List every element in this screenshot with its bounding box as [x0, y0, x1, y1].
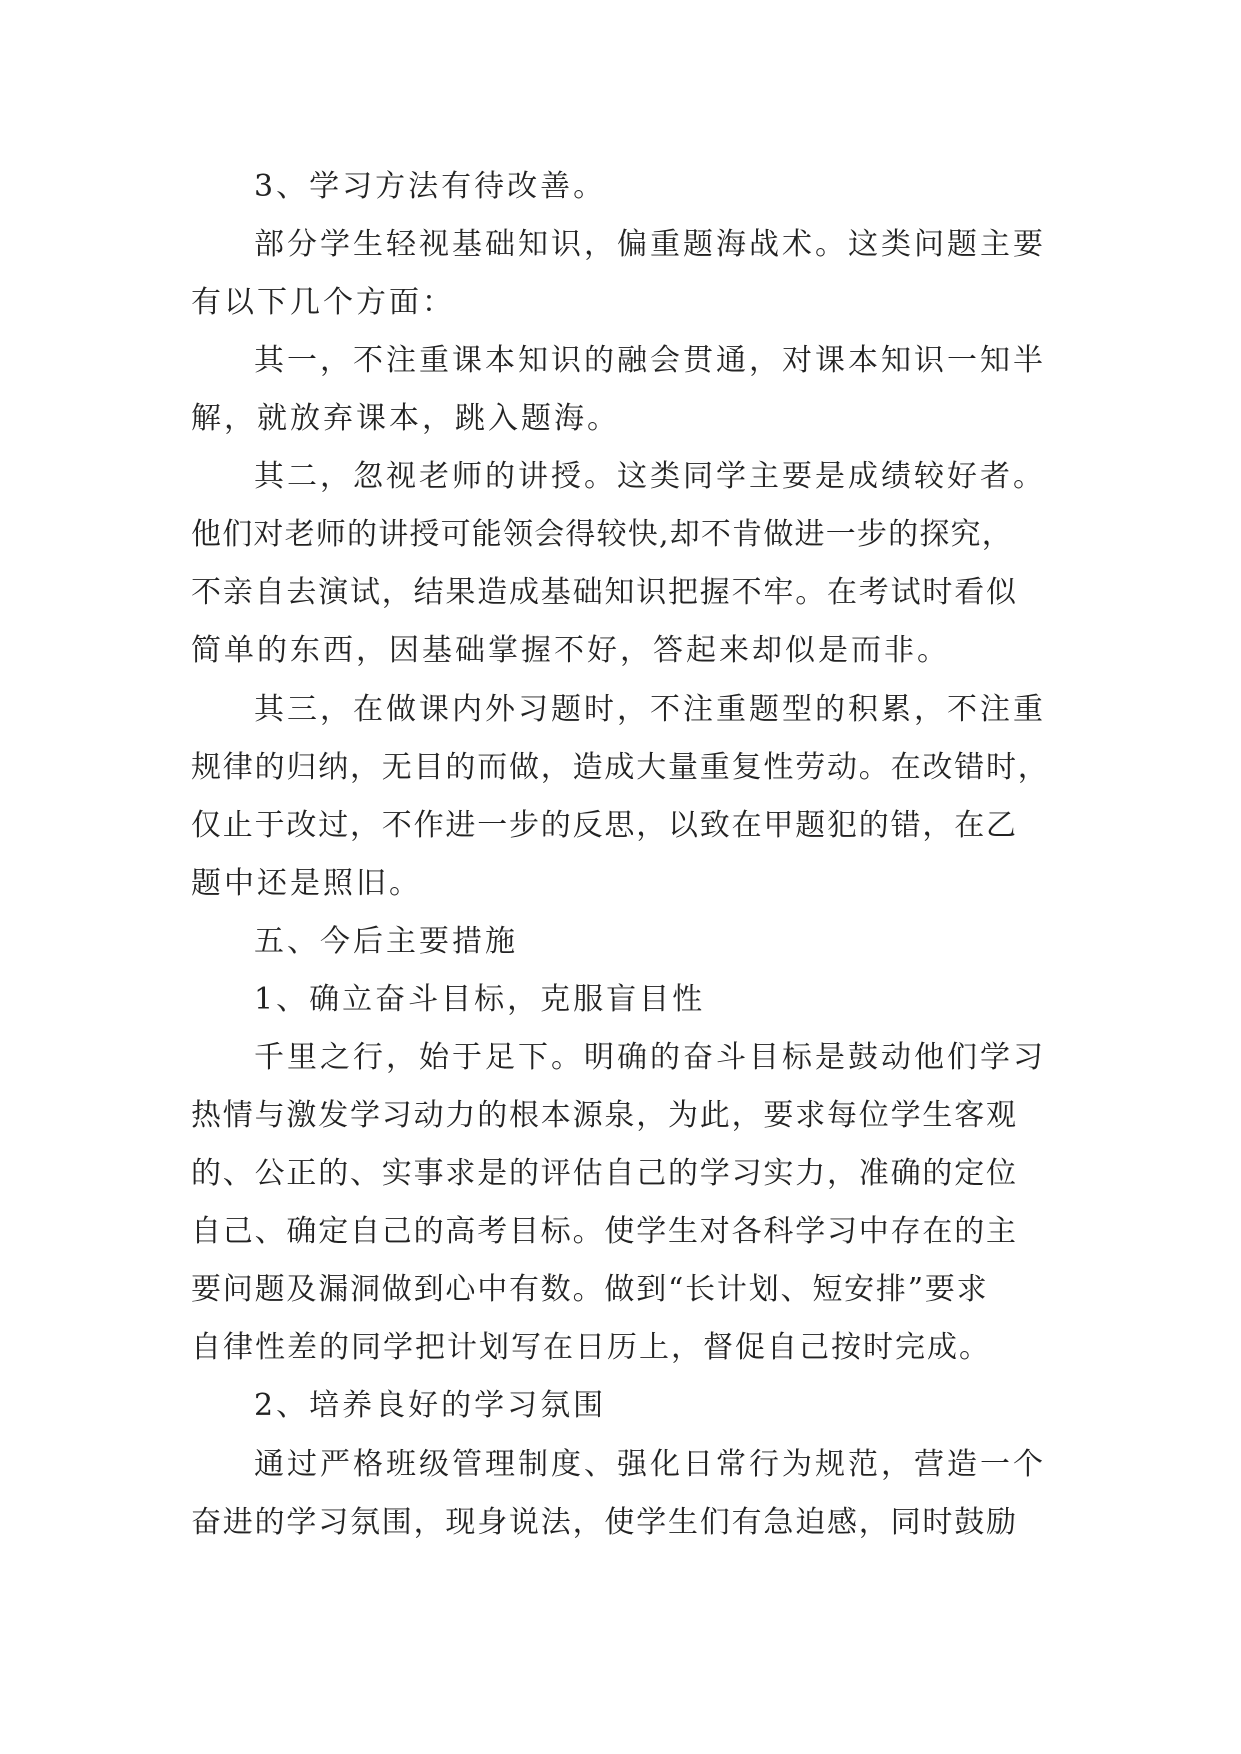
text-line: 热情与激发学习动力的根本源泉，为此，要求每位学生客观: [191, 1098, 1018, 1133]
text-line: 简单的东西，因基础掌握不好，答起来却似是而非。: [191, 633, 950, 668]
subsection-heading: 2、培养良好的学习氛围: [254, 1388, 607, 1423]
text-line: 仅止于改过，不作进一步的反思，以致在甲题犯的错，在乙: [191, 808, 1018, 843]
text-line: 部分学生轻视基础知识，偏重题海战术。这类问题主要: [254, 227, 1046, 262]
text-line: 有以下几个方面：: [191, 285, 455, 320]
text-line: 其三，在做课内外习题时，不注重题型的积累，不注重: [254, 692, 1046, 727]
text-line: 千里之行，始于足下。明确的奋斗目标是鼓动他们学习: [254, 1040, 1046, 1075]
text-line: 要问题及漏洞做到心中有数。做到“长计划、短安排”要求: [191, 1272, 989, 1307]
text-line: 奋进的学习氛围，现身说法，使学生们有急迫感，同时鼓励: [191, 1505, 1018, 1540]
text-line: 解，就放弃课本，跳入题海。: [191, 401, 620, 436]
text-line: 3、学习方法有待改善。: [254, 169, 607, 204]
text-line: 自己、确定自己的高考目标。使学生对各科学习中存在的主: [191, 1214, 1018, 1249]
text-line: 的、公正的、实事求是的评估自己的学习实力，准确的定位: [191, 1156, 1018, 1191]
section-heading: 五、今后主要措施: [254, 924, 518, 959]
text-line: 通过严格班级管理制度、强化日常行为规范，营造一个: [254, 1447, 1046, 1482]
text-line: 自律性差的同学把计划写在日历上，督促自己按时完成。: [191, 1330, 991, 1365]
text-line: 其二，忽视老师的讲授。这类同学主要是成绩较好者。: [254, 459, 1046, 494]
text-line: 他们对老师的讲授可能领会得较快,却不肯做进一步的探究，: [191, 517, 1013, 552]
text-line: 不亲自去演试，结果造成基础知识把握不牢。在考试时看似: [191, 575, 1018, 610]
text-line: 其一，不注重课本知识的融会贯通，对课本知识一知半: [254, 343, 1046, 378]
text-line: 题中还是照旧。: [191, 866, 422, 901]
subsection-heading: 1、确立奋斗目标，克服盲目性: [254, 982, 706, 1017]
text-line: 规律的归纳，无目的而做，造成大量重复性劳动。在改错时，: [191, 750, 1050, 785]
